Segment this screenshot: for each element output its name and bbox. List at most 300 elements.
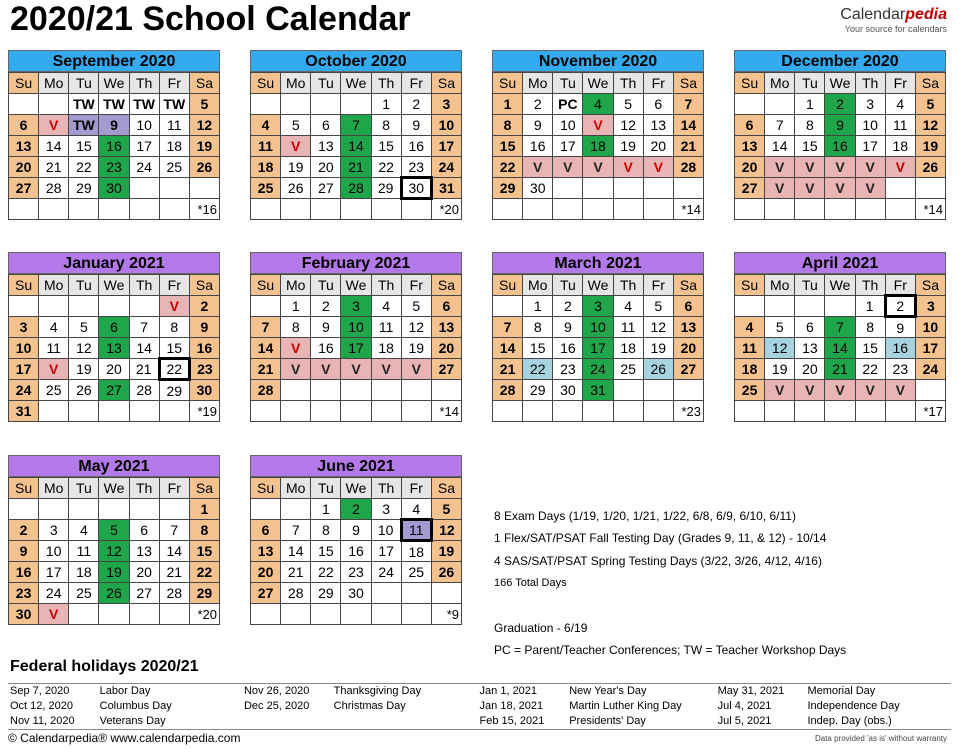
month-total-days: *20 [431,199,461,220]
day-cell: 2 [189,296,219,317]
month-title: October 2020 [250,50,462,72]
day-cell [281,94,311,115]
day-cell: 25 [69,583,99,604]
day-cell [825,199,855,220]
day-cell: V [583,115,613,136]
day-of-week-header: Su [251,478,281,499]
day-cell [765,199,795,220]
day-cell: 21 [251,359,281,380]
day-cell: 22 [855,359,885,380]
day-cell: 21 [159,562,189,583]
month-total-days: *17 [915,401,945,422]
day-cell [129,199,159,220]
day-cell: 15 [371,136,401,157]
day-of-week-header: We [341,478,371,499]
day-cell: 6 [9,115,39,136]
month-total-days: *14 [673,199,703,220]
day-cell: V [795,157,825,178]
day-cell: 5 [431,499,461,520]
day-cell [371,380,401,401]
day-cell: 14 [341,136,371,157]
day-cell [341,604,371,625]
day-cell: 29 [189,583,219,604]
day-of-week-header: We [825,275,855,296]
day-cell: 1 [371,94,401,115]
day-cell: 14 [281,541,311,562]
day-cell: 30 [523,178,553,199]
day-of-week-header: Su [9,73,39,94]
day-cell: 6 [251,520,281,541]
day-of-week-header: Sa [431,478,461,499]
day-cell: 11 [371,317,401,338]
day-cell: 16 [189,338,219,359]
day-cell [735,401,765,422]
holiday-date: Nov 26, 2020 [243,685,310,697]
day-cell [159,199,189,220]
holiday-name: New Year's Day [569,685,647,697]
day-cell: 28 [129,380,159,401]
day-of-week-header: Su [9,275,39,296]
day-cell: 20 [673,338,703,359]
day-cell: 14 [159,541,189,562]
day-cell [281,380,311,401]
day-cell: 24 [39,583,69,604]
day-cell: 19 [189,136,219,157]
day-cell: 7 [765,115,795,136]
day-cell: 15 [69,136,99,157]
day-cell: 13 [99,338,129,359]
month-title: September 2020 [8,50,220,72]
day-of-week-header: We [99,73,129,94]
day-cell: 23 [9,583,39,604]
day-of-week-header: Mo [523,73,553,94]
day-of-week-header: Th [855,275,885,296]
day-cell: 21 [281,562,311,583]
day-cell: 11 [613,317,643,338]
day-cell: 23 [341,562,371,583]
day-of-week-header: Fr [401,73,431,94]
day-cell: 27 [431,359,461,380]
day-cell: 22 [371,157,401,178]
day-cell [613,401,643,422]
month-title: January 2021 [8,252,220,274]
brand-tagline: Your source for calendars [844,24,947,34]
day-cell: 7 [341,115,371,136]
day-cell [643,199,673,220]
day-of-week-header: Fr [643,275,673,296]
day-cell: 25 [401,562,431,583]
day-cell [735,296,765,317]
day-of-week-header: Su [493,73,523,94]
day-of-week-header: Fr [401,478,431,499]
day-of-week-header: Tu [795,275,825,296]
day-cell: 5 [281,115,311,136]
day-cell: 14 [251,338,281,359]
day-cell: 19 [69,359,99,380]
day-cell [915,178,945,199]
month-title: June 2021 [250,455,462,477]
month-0 [8,50,220,220]
day-cell: 30 [9,604,39,625]
day-cell [735,94,765,115]
day-cell: 19 [99,562,129,583]
day-cell [371,583,401,604]
brand-logo[interactable] [840,6,947,34]
day-cell [765,296,795,317]
holiday-name: Indep. Day (obs.) [807,715,892,727]
day-cell: 29 [371,178,401,199]
day-cell [281,401,311,422]
holiday-name: Thanksgiving Day [333,685,422,697]
day-cell: 16 [553,338,583,359]
day-cell [129,401,159,422]
day-cell: 17 [371,541,401,562]
day-cell: 9 [885,317,915,338]
day-of-week-header: We [825,73,855,94]
note-fall-testing: 1 Flex/SAT/PSAT Fall Testing Day (Grades 9, 11, & 12) - 10/14 [494,531,827,545]
day-cell: 22 [69,157,99,178]
day-of-week-header: Mo [39,478,69,499]
month-7 [734,252,946,422]
day-cell: 18 [159,136,189,157]
holiday-date: Jul 5, 2021 [717,715,772,727]
day-cell: 1 [311,499,341,520]
day-cell: 20 [9,157,39,178]
month-title: May 2021 [8,455,220,477]
day-cell [553,199,583,220]
day-of-week-header: Su [735,73,765,94]
day-cell [69,296,99,317]
day-of-week-header: Tu [553,73,583,94]
note-legend: PC = Parent/Teacher Conferences; TW = Teacher Workshop Days [494,643,847,657]
day-cell [99,199,129,220]
day-cell [341,401,371,422]
month-total-days: *20 [189,604,219,625]
holiday-name: Martin Luther King Day [569,700,682,712]
holiday-date: Feb 15, 2021 [479,715,545,727]
day-cell [825,296,855,317]
day-cell: 18 [251,157,281,178]
day-cell: V [39,604,69,625]
day-cell [583,199,613,220]
day-of-week-header: Tu [69,275,99,296]
day-cell: 3 [855,94,885,115]
day-cell [855,199,885,220]
day-cell: 19 [281,157,311,178]
day-cell: 23 [189,359,219,380]
day-cell: 28 [673,157,703,178]
day-cell: V [523,157,553,178]
day-of-week-header: Su [251,73,281,94]
day-cell: 20 [129,562,159,583]
holiday-date [242,714,332,730]
note-graduation: Graduation - 6/19 [494,621,588,635]
day-cell: 19 [431,541,461,562]
day-cell: 4 [735,317,765,338]
day-of-week-header: Su [251,275,281,296]
day-cell: 10 [915,317,945,338]
day-of-week-header: Mo [39,275,69,296]
day-cell: 7 [281,520,311,541]
day-of-week-header: Th [371,73,401,94]
day-of-week-header: Sa [431,73,461,94]
day-cell: 5 [915,94,945,115]
day-cell: 7 [825,317,855,338]
day-cell: 21 [825,359,855,380]
day-cell: 4 [251,115,281,136]
day-of-week-header: Mo [765,275,795,296]
day-cell [915,380,945,401]
day-cell: V [159,296,189,317]
day-cell: TW [69,115,99,136]
holiday-date: Dec 25, 2020 [243,700,310,712]
day-cell: 16 [825,136,855,157]
holiday-date: Jan 18, 2021 [479,700,544,712]
day-cell: 10 [371,520,401,541]
day-cell: 20 [99,359,129,380]
day-cell: 16 [311,338,341,359]
day-cell: 4 [401,499,431,520]
day-cell [401,401,431,422]
day-cell: 9 [401,115,431,136]
day-cell: 30 [401,178,431,199]
day-cell: PC [553,94,583,115]
day-cell: 26 [431,562,461,583]
day-of-week-header: Tu [311,478,341,499]
day-cell [885,178,915,199]
month-6 [492,252,704,422]
day-cell [251,401,281,422]
day-cell: 30 [341,583,371,604]
day-cell [281,499,311,520]
day-cell: 2 [553,296,583,317]
day-cell [251,499,281,520]
day-cell: 17 [39,562,69,583]
day-cell: 16 [341,541,371,562]
day-cell: 5 [613,94,643,115]
day-cell: 13 [9,136,39,157]
day-cell: 11 [401,520,431,541]
day-cell: 11 [885,115,915,136]
day-cell: 17 [9,359,39,380]
day-cell: 24 [915,359,945,380]
day-cell [39,199,69,220]
day-cell [643,401,673,422]
day-cell: 24 [129,157,159,178]
day-cell: 1 [493,94,523,115]
day-cell: 6 [673,296,703,317]
day-cell [523,199,553,220]
day-cell: 3 [9,317,39,338]
day-cell [341,199,371,220]
day-cell: 19 [765,359,795,380]
day-cell: 18 [371,338,401,359]
day-cell: 20 [643,136,673,157]
day-cell [311,94,341,115]
holiday-name: Independence Day [807,700,900,712]
day-cell [159,604,189,625]
day-cell [673,380,703,401]
day-cell [69,604,99,625]
day-cell: 16 [99,136,129,157]
day-cell: 17 [431,136,461,157]
day-cell [39,296,69,317]
day-cell: 4 [39,317,69,338]
day-of-week-header: Tu [553,275,583,296]
day-cell [431,583,461,604]
day-of-week-header: Sa [189,478,219,499]
month-total-days: *14 [431,401,461,422]
day-cell [583,401,613,422]
day-cell: 28 [251,380,281,401]
month-3 [734,50,946,220]
day-cell: 8 [523,317,553,338]
day-cell: 14 [39,136,69,157]
day-cell: 12 [431,520,461,541]
day-cell: 28 [493,380,523,401]
day-cell: 8 [159,317,189,338]
day-cell [885,199,915,220]
month-5 [250,252,462,422]
day-cell: V [553,157,583,178]
day-cell: 15 [159,338,189,359]
day-cell: 29 [493,178,523,199]
day-cell: 15 [311,541,341,562]
day-cell: 25 [613,359,643,380]
day-of-week-header: Th [371,275,401,296]
day-cell: 23 [885,359,915,380]
day-cell: V [39,115,69,136]
disclaimer: Data provided 'as is' without warranty [814,734,947,743]
day-cell: 12 [189,115,219,136]
day-cell: V [855,157,885,178]
day-cell [401,199,431,220]
day-cell: 1 [523,296,553,317]
day-cell [765,401,795,422]
day-cell: 15 [189,541,219,562]
day-of-week-header: Sa [431,275,461,296]
month-1 [250,50,462,220]
day-cell: V [281,338,311,359]
day-cell: 8 [281,317,311,338]
day-cell: 1 [189,499,219,520]
day-of-week-header: Su [735,275,765,296]
day-cell [69,499,99,520]
day-of-week-header: Th [129,73,159,94]
day-cell: 26 [915,157,945,178]
day-cell: V [281,136,311,157]
day-cell: 12 [99,541,129,562]
day-cell: 17 [553,136,583,157]
day-cell: 13 [129,541,159,562]
day-of-week-header: Mo [281,73,311,94]
day-cell: 9 [311,317,341,338]
day-of-week-header: Th [855,73,885,94]
day-cell: 29 [523,380,553,401]
day-of-week-header: Sa [189,275,219,296]
day-cell [9,199,39,220]
day-cell: 28 [39,178,69,199]
day-cell: 13 [795,338,825,359]
day-cell: 16 [523,136,553,157]
day-cell: 14 [825,338,855,359]
day-cell: 13 [431,317,461,338]
day-cell: 21 [493,359,523,380]
day-cell: 28 [281,583,311,604]
day-cell: 2 [9,520,39,541]
day-cell: 20 [735,157,765,178]
day-cell: TW [129,94,159,115]
day-of-week-header: Tu [311,73,341,94]
day-cell [99,296,129,317]
month-9 [250,455,462,625]
day-cell [765,94,795,115]
day-cell: 31 [9,401,39,422]
month-title: February 2021 [250,252,462,274]
day-cell: 26 [69,380,99,401]
day-cell: 9 [553,317,583,338]
day-of-week-header: Fr [159,275,189,296]
day-cell [9,296,39,317]
day-cell: 2 [341,499,371,520]
footer-copyright[interactable]: © Calendarpedia® www.calendarpedia.com [8,731,241,745]
day-cell: 14 [493,338,523,359]
day-cell: V [371,359,401,380]
day-cell: 7 [493,317,523,338]
day-cell [795,199,825,220]
holiday-name: Veterans Day [99,715,166,727]
day-cell: 6 [311,115,341,136]
day-cell [251,199,281,220]
month-total-days: *9 [431,604,461,625]
day-of-week-header: Su [493,275,523,296]
day-of-week-header: We [99,478,129,499]
day-cell [371,401,401,422]
day-of-week-header: We [341,73,371,94]
day-cell [129,296,159,317]
day-cell: 2 [825,94,855,115]
day-of-week-header: Th [129,478,159,499]
day-cell [643,380,673,401]
day-cell [129,499,159,520]
day-cell: 27 [673,359,703,380]
day-cell: 1 [795,94,825,115]
holiday-name: Labor Day [99,685,151,697]
day-cell: 5 [99,520,129,541]
day-cell: 30 [189,380,219,401]
day-cell: 3 [583,296,613,317]
day-cell: 5 [401,296,431,317]
day-cell: 15 [523,338,553,359]
day-of-week-header: Fr [885,275,915,296]
day-of-week-header: Mo [523,275,553,296]
day-cell [99,401,129,422]
day-cell: V [855,178,885,199]
day-cell [735,199,765,220]
day-cell [251,296,281,317]
day-cell: V [583,157,613,178]
day-cell [493,296,523,317]
day-cell: V [341,359,371,380]
month-total-days: *23 [673,401,703,422]
day-cell: 8 [795,115,825,136]
brand-name-b: pedia [905,6,947,23]
day-of-week-header: Tu [311,275,341,296]
day-of-week-header: Fr [401,275,431,296]
day-cell: 16 [9,562,39,583]
day-cell: 18 [613,338,643,359]
day-cell: 18 [885,136,915,157]
